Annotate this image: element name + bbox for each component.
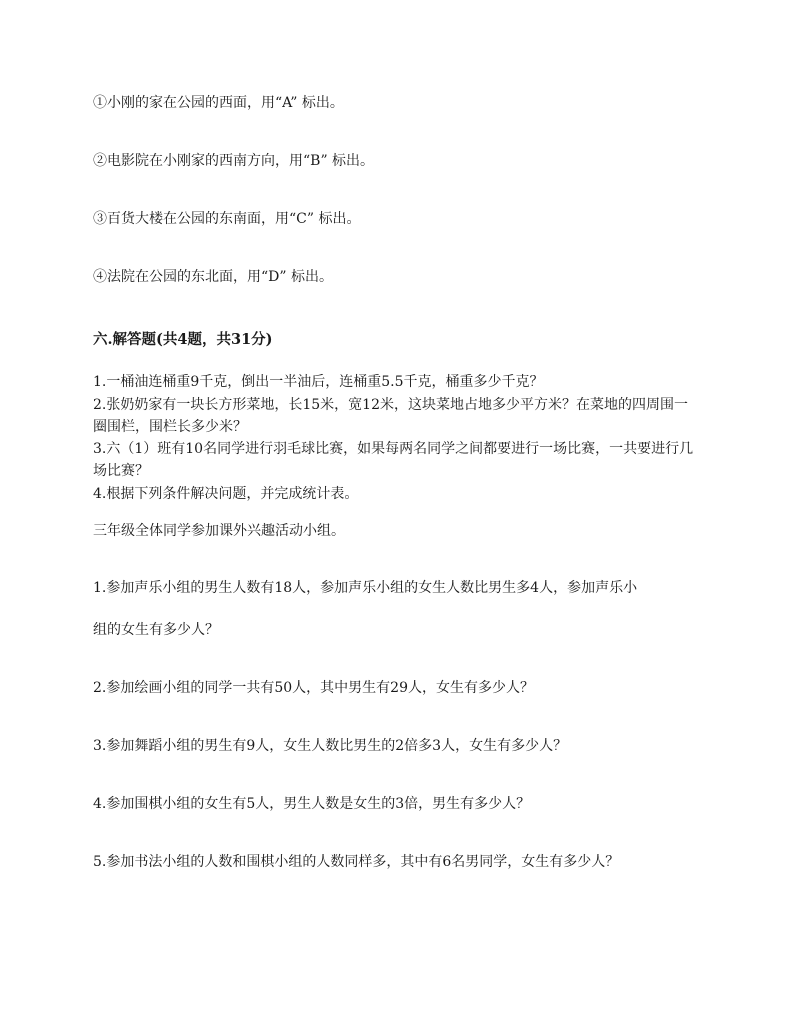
sub-question-1-line-1: 1.参加声乐小组的男生人数有18人，参加声乐小组的女生人数比男生多4人，参加声乐小 [93,580,638,596]
question-4: 4.根据下列条件解决问题，并完成统计表。 [93,486,359,502]
sub-question-5: 5.参加书法小组的人数和围棋小组的人数同样多，其中有6名男同学，女生有多少人？ [93,854,620,870]
question-1: 1.一桶油连桶重9千克，倒出一半油后，连桶重5.5千克，桶重多少千克？ [93,374,544,390]
mark-item-d: ④法院在公园的东北面，用“D” 标出。 [93,269,333,285]
mark-item-c: ③百货大楼在公园的东南面，用“C” 标出。 [93,211,361,227]
mark-item-a: ①小刚的家在公园的西面，用“A” 标出。 [93,95,344,111]
sub-question-2: 2.参加绘画小组的同学一共有50人，其中男生有29人，女生有多少人？ [93,680,534,696]
question-3: 3.六（1）班有10名同学进行羽毛球比赛，如果每两名同学之间都要进行一场比赛，一共要进行几场比赛？ [93,441,694,479]
question-2: 2.张奶奶家有一块长方形菜地，长15米，宽12米，这块菜地占地多少平方米？在菜地的四周围一圈围栏，围栏长多少米？ [93,397,688,435]
sub-question-1-line-2: 组的女生有多少人？ [93,622,219,638]
sub-question-3: 3.参加舞蹈小组的男生有9人，女生人数比男生的2倍多3人，女生有多少人？ [93,738,568,754]
problem-intro: 三年级全体同学参加课外兴趣活动小组。 [93,523,345,539]
sub-question-4: 4.参加围棋小组的女生有5人，男生人数是女生的3倍，男生有多少人？ [93,796,531,812]
section-heading: 六.解答题(共4题，共31分) [93,331,273,348]
mark-item-b: ②电影院在小刚家的西南方向，用“B” 标出。 [93,153,375,169]
